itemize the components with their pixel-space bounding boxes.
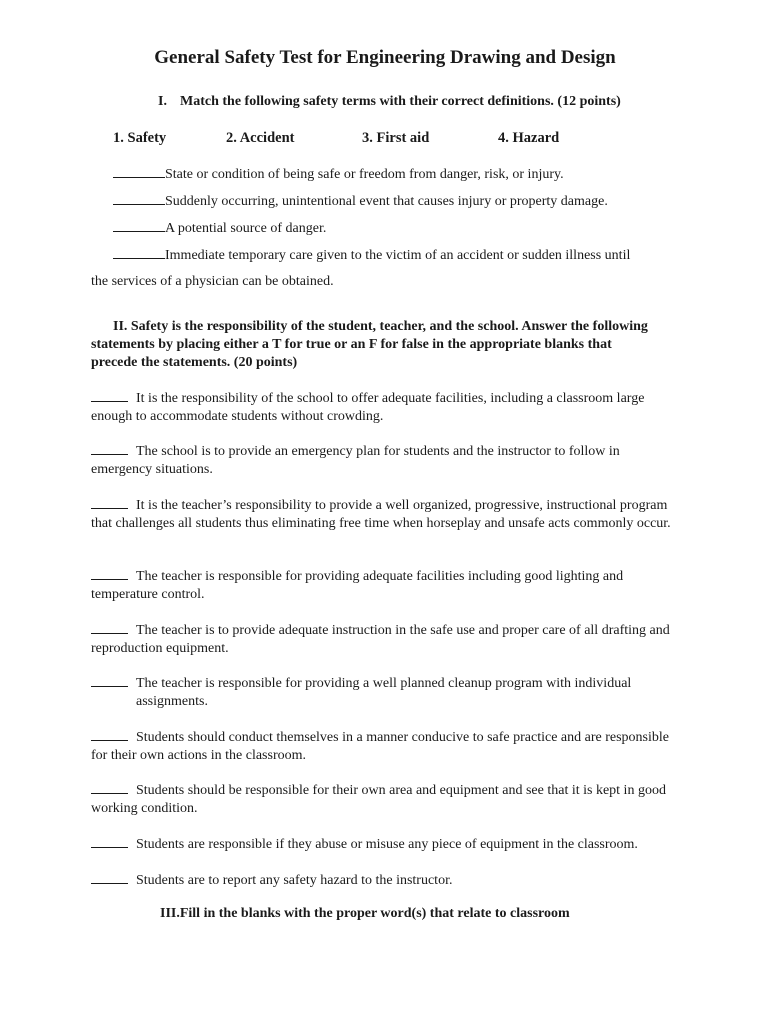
answer-blank[interactable] xyxy=(91,568,128,580)
section1-heading-text: Match the following safety terms with their correct definitions. (12 points) xyxy=(180,94,621,109)
statement-item xyxy=(91,675,683,711)
answer-blank[interactable] xyxy=(91,443,128,455)
answer-blank[interactable] xyxy=(91,497,128,509)
definition-text: Suddenly occurring, unintentional event that causes injury or property damage. xyxy=(165,194,608,209)
statement-item xyxy=(91,836,683,854)
answer-blank[interactable] xyxy=(91,782,128,794)
statement-item xyxy=(91,568,683,604)
definition-item xyxy=(113,220,326,237)
statement-text: The teacher is responsible for providing a well planned cleanup program with individual assignments. xyxy=(136,676,632,709)
statement-item xyxy=(91,729,683,765)
statement-item xyxy=(91,443,683,479)
section2-heading: II. Safety is the responsibility of the student, teacher, and the school. Answer the following statements by placing either a T for true or an F for false in the appropriate blanks that precede the statements. (20 points) xyxy=(91,319,648,370)
definition-text: Immediate temporary care given to the victim of an accident or sudden illness until xyxy=(165,248,631,263)
definition-item xyxy=(113,193,608,210)
definition-text: State or condition of being safe or freedom from danger, risk, or injury. xyxy=(165,167,564,182)
section1-heading xyxy=(158,94,621,110)
definition-continuation: the services of a physician can be obtained. xyxy=(91,274,334,289)
answer-blank[interactable] xyxy=(91,622,128,634)
answer-blank[interactable] xyxy=(113,220,165,232)
statement-item xyxy=(91,390,683,426)
answer-blank[interactable] xyxy=(91,390,128,402)
statement-text: The school is to provide an emergency plan for students and the instructor to follow in emergency situations. xyxy=(91,444,620,477)
section3-heading: III.Fill in the blanks with the proper word(s) that relate to classroom xyxy=(160,906,570,921)
answer-blank[interactable] xyxy=(91,872,128,884)
statement-text: Students should be responsible for their own area and equipment and see that it is kept in good working condition. xyxy=(91,783,666,816)
answer-blank[interactable] xyxy=(91,836,128,848)
statement-text: The teacher is responsible for providing adequate facilities including good lighting and temperature control. xyxy=(91,569,624,602)
page-title: General Safety Test for Engineering Drawing and Design xyxy=(154,47,616,68)
statement-text: It is the responsibility of the school to offer adequate facilities, including a classroom large enough to accommodate students without crowding. xyxy=(91,391,645,424)
section1-number: I. xyxy=(158,94,167,109)
statement-text: It is the teacher’s responsibility to provide a well organized, progressive, instructional program that challenges all students thus eliminating free time when horseplay and unsafe acts commonly occur. xyxy=(91,498,671,531)
definition-item xyxy=(113,166,564,183)
answer-blank[interactable] xyxy=(113,247,165,259)
definition-text: A potential source of danger. xyxy=(165,221,327,236)
answer-blank[interactable] xyxy=(113,193,165,205)
term-accident: 2. Accident xyxy=(226,130,295,146)
statement-text: Students are to report any safety hazard to the instructor. xyxy=(136,873,453,888)
statement-item xyxy=(91,497,683,533)
statement-item xyxy=(91,872,683,890)
answer-blank[interactable] xyxy=(113,166,165,178)
answer-blank[interactable] xyxy=(91,729,128,741)
statement-text: Students should conduct themselves in a manner conducive to safe practice and are responsible for their own actions in the classroom. xyxy=(91,730,669,763)
statement-item xyxy=(91,782,683,818)
statement-item xyxy=(91,622,683,658)
definition-item xyxy=(113,247,630,264)
statement-text: The teacher is to provide adequate instruction in the safe use and proper care of all drafting and reproduction equipment. xyxy=(91,623,670,656)
answer-blank[interactable] xyxy=(91,675,128,687)
statement-text: Students are responsible if they abuse or misuse any piece of equipment in the classroom. xyxy=(136,837,638,852)
term-hazard: 4. Hazard xyxy=(498,130,560,146)
term-safety: 1. Safety xyxy=(113,130,167,146)
term-first-aid: 3. First aid xyxy=(362,130,430,146)
